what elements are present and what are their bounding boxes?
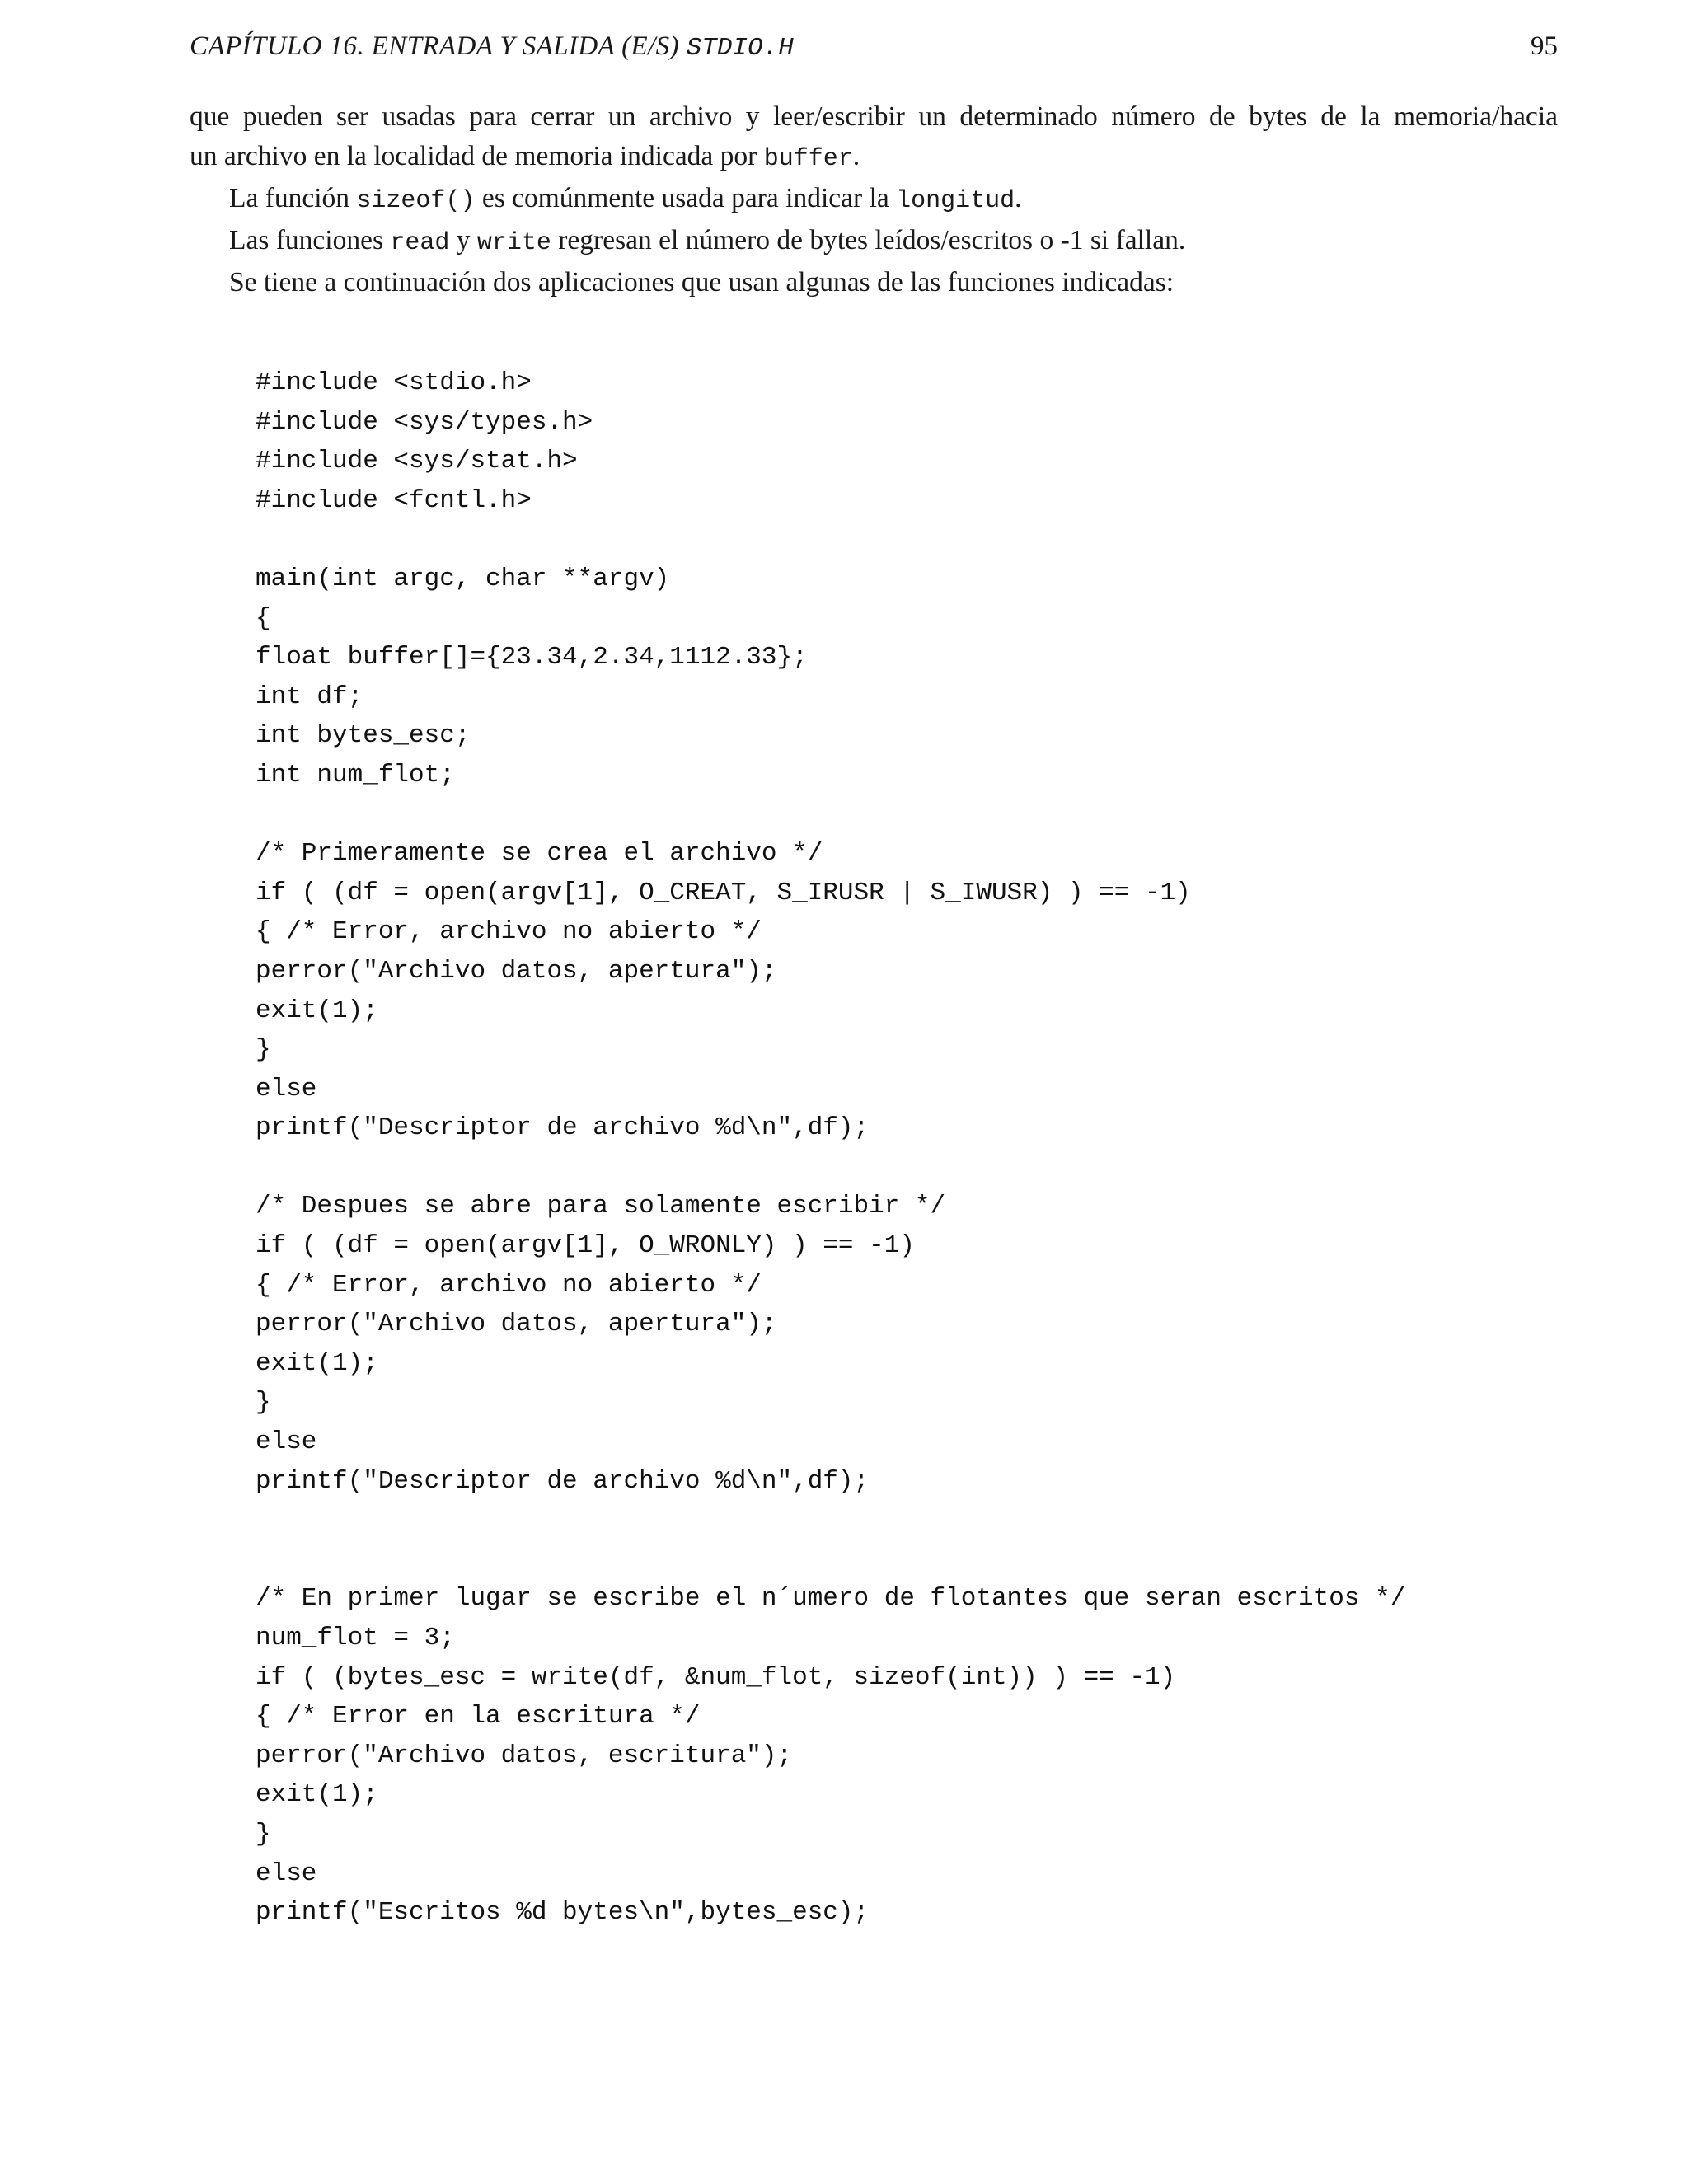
code-line: { bbox=[256, 603, 271, 633]
code-line: perror("Archivo datos, apertura"); bbox=[256, 1310, 777, 1339]
code-line: if ( (bytes_esc = write(df, &num_flot, sizeof(int)) ) == -1) bbox=[256, 1662, 1176, 1692]
code-line: printf("Descriptor de archivo %d\n",df); bbox=[256, 1466, 870, 1496]
code-blank-line bbox=[256, 520, 1492, 560]
code-blank-line bbox=[256, 1501, 1492, 1540]
code-line: exit(1); bbox=[256, 996, 378, 1025]
paragraph-2 bbox=[190, 179, 1558, 221]
text-run: y bbox=[449, 225, 477, 255]
text-run: Se tiene a continuación dos aplicaciones que usan algunas de las funciones indicadas: bbox=[229, 267, 1175, 298]
inline-code: longitud bbox=[896, 187, 1015, 215]
code-line: printf("Escritos %d bytes\n",bytes_esc); bbox=[256, 1898, 870, 1928]
running-header bbox=[190, 23, 1558, 69]
text-run: La función bbox=[229, 183, 357, 213]
code-line: else bbox=[256, 1074, 317, 1104]
inline-code: sizeof() bbox=[356, 187, 476, 215]
code-line: #include <stdio.h> bbox=[256, 368, 532, 397]
code-line: int bytes_esc; bbox=[256, 721, 471, 751]
text-run: regresan el número de bytes leídos/escritos o -1 si fallan. bbox=[551, 225, 1186, 255]
text-run: es comúnmente usada para indicar la bbox=[475, 183, 897, 213]
code-line: { /* Error, archivo no abierto */ bbox=[256, 917, 762, 947]
code-line: perror("Archivo datos, apertura"); bbox=[256, 956, 777, 986]
code-line: #include <fcntl.h> bbox=[256, 485, 532, 515]
code-line: /* Despues se abre para solamente escribir */ bbox=[256, 1192, 946, 1221]
code-blank-line bbox=[256, 1540, 1492, 1580]
code-line: /* En primer lugar se escribe el n´umero de flotantes que seran escritos */ bbox=[256, 1584, 1406, 1614]
code-line: int df; bbox=[256, 682, 363, 711]
code-blank-line bbox=[256, 1148, 1492, 1188]
paragraph-line bbox=[190, 137, 1558, 179]
code-line: float buffer[]={23.34,2.34,1112.33}; bbox=[256, 643, 808, 673]
code-line: int num_flot; bbox=[256, 760, 455, 790]
code-line: if ( (df = open(argv[1], O_WRONLY) ) == -1) bbox=[256, 1231, 915, 1261]
code-line: /* Primeramente se crea el archivo */ bbox=[256, 839, 823, 869]
paragraph-3 bbox=[190, 221, 1558, 263]
code-line: exit(1); bbox=[256, 1780, 378, 1810]
page-number: 95 bbox=[1531, 31, 1558, 61]
text-run: . bbox=[852, 141, 860, 171]
code-line: printf("Descriptor de archivo %d\n",df); bbox=[256, 1113, 870, 1143]
text-run: . bbox=[1015, 183, 1022, 213]
chapter-title bbox=[190, 23, 794, 72]
paragraph-4 bbox=[190, 263, 1558, 302]
chapter-title-code: STDIO.H bbox=[686, 34, 794, 63]
code-line: } bbox=[256, 1388, 271, 1418]
code-line: else bbox=[256, 1427, 317, 1457]
paragraph-1 bbox=[190, 97, 1558, 179]
code-line: } bbox=[256, 1035, 271, 1065]
code-line: num_flot = 3; bbox=[256, 1624, 455, 1652]
inline-code: write bbox=[476, 229, 551, 257]
code-line: if ( (df = open(argv[1], O_CREAT, S_IRUSR | S_IWUSR) ) == -1) bbox=[256, 878, 1191, 907]
text-run: Las funciones bbox=[229, 225, 391, 255]
code-line: { /* Error, archivo no abierto */ bbox=[256, 1270, 762, 1300]
code-line: perror("Archivo datos, escritura"); bbox=[256, 1741, 793, 1770]
body-text bbox=[190, 97, 1558, 302]
paragraph-line: que pueden ser usadas para cerrar un archivo y leer/escribir un determinado número de bytes de la memoria/hacia bbox=[190, 101, 1558, 132]
code-listing bbox=[256, 363, 1492, 1933]
code-line: { /* Error en la escritura */ bbox=[256, 1702, 701, 1732]
text-run: un archivo en la localidad de memoria indicada por bbox=[190, 141, 764, 171]
code-line: main(int argc, char **argv) bbox=[256, 564, 670, 593]
code-line: #include <sys/stat.h> bbox=[256, 447, 578, 476]
inline-code: buffer bbox=[763, 145, 853, 173]
code-line: #include <sys/types.h> bbox=[256, 407, 593, 437]
code-line: exit(1); bbox=[256, 1348, 378, 1378]
code-blank-line bbox=[256, 795, 1492, 835]
code-line: } bbox=[256, 1819, 271, 1849]
code-line: else bbox=[256, 1858, 317, 1888]
inline-code: read bbox=[390, 229, 450, 257]
chapter-title-text: CAPÍTULO 16. ENTRADA Y SALIDA (E/S) bbox=[190, 31, 679, 61]
